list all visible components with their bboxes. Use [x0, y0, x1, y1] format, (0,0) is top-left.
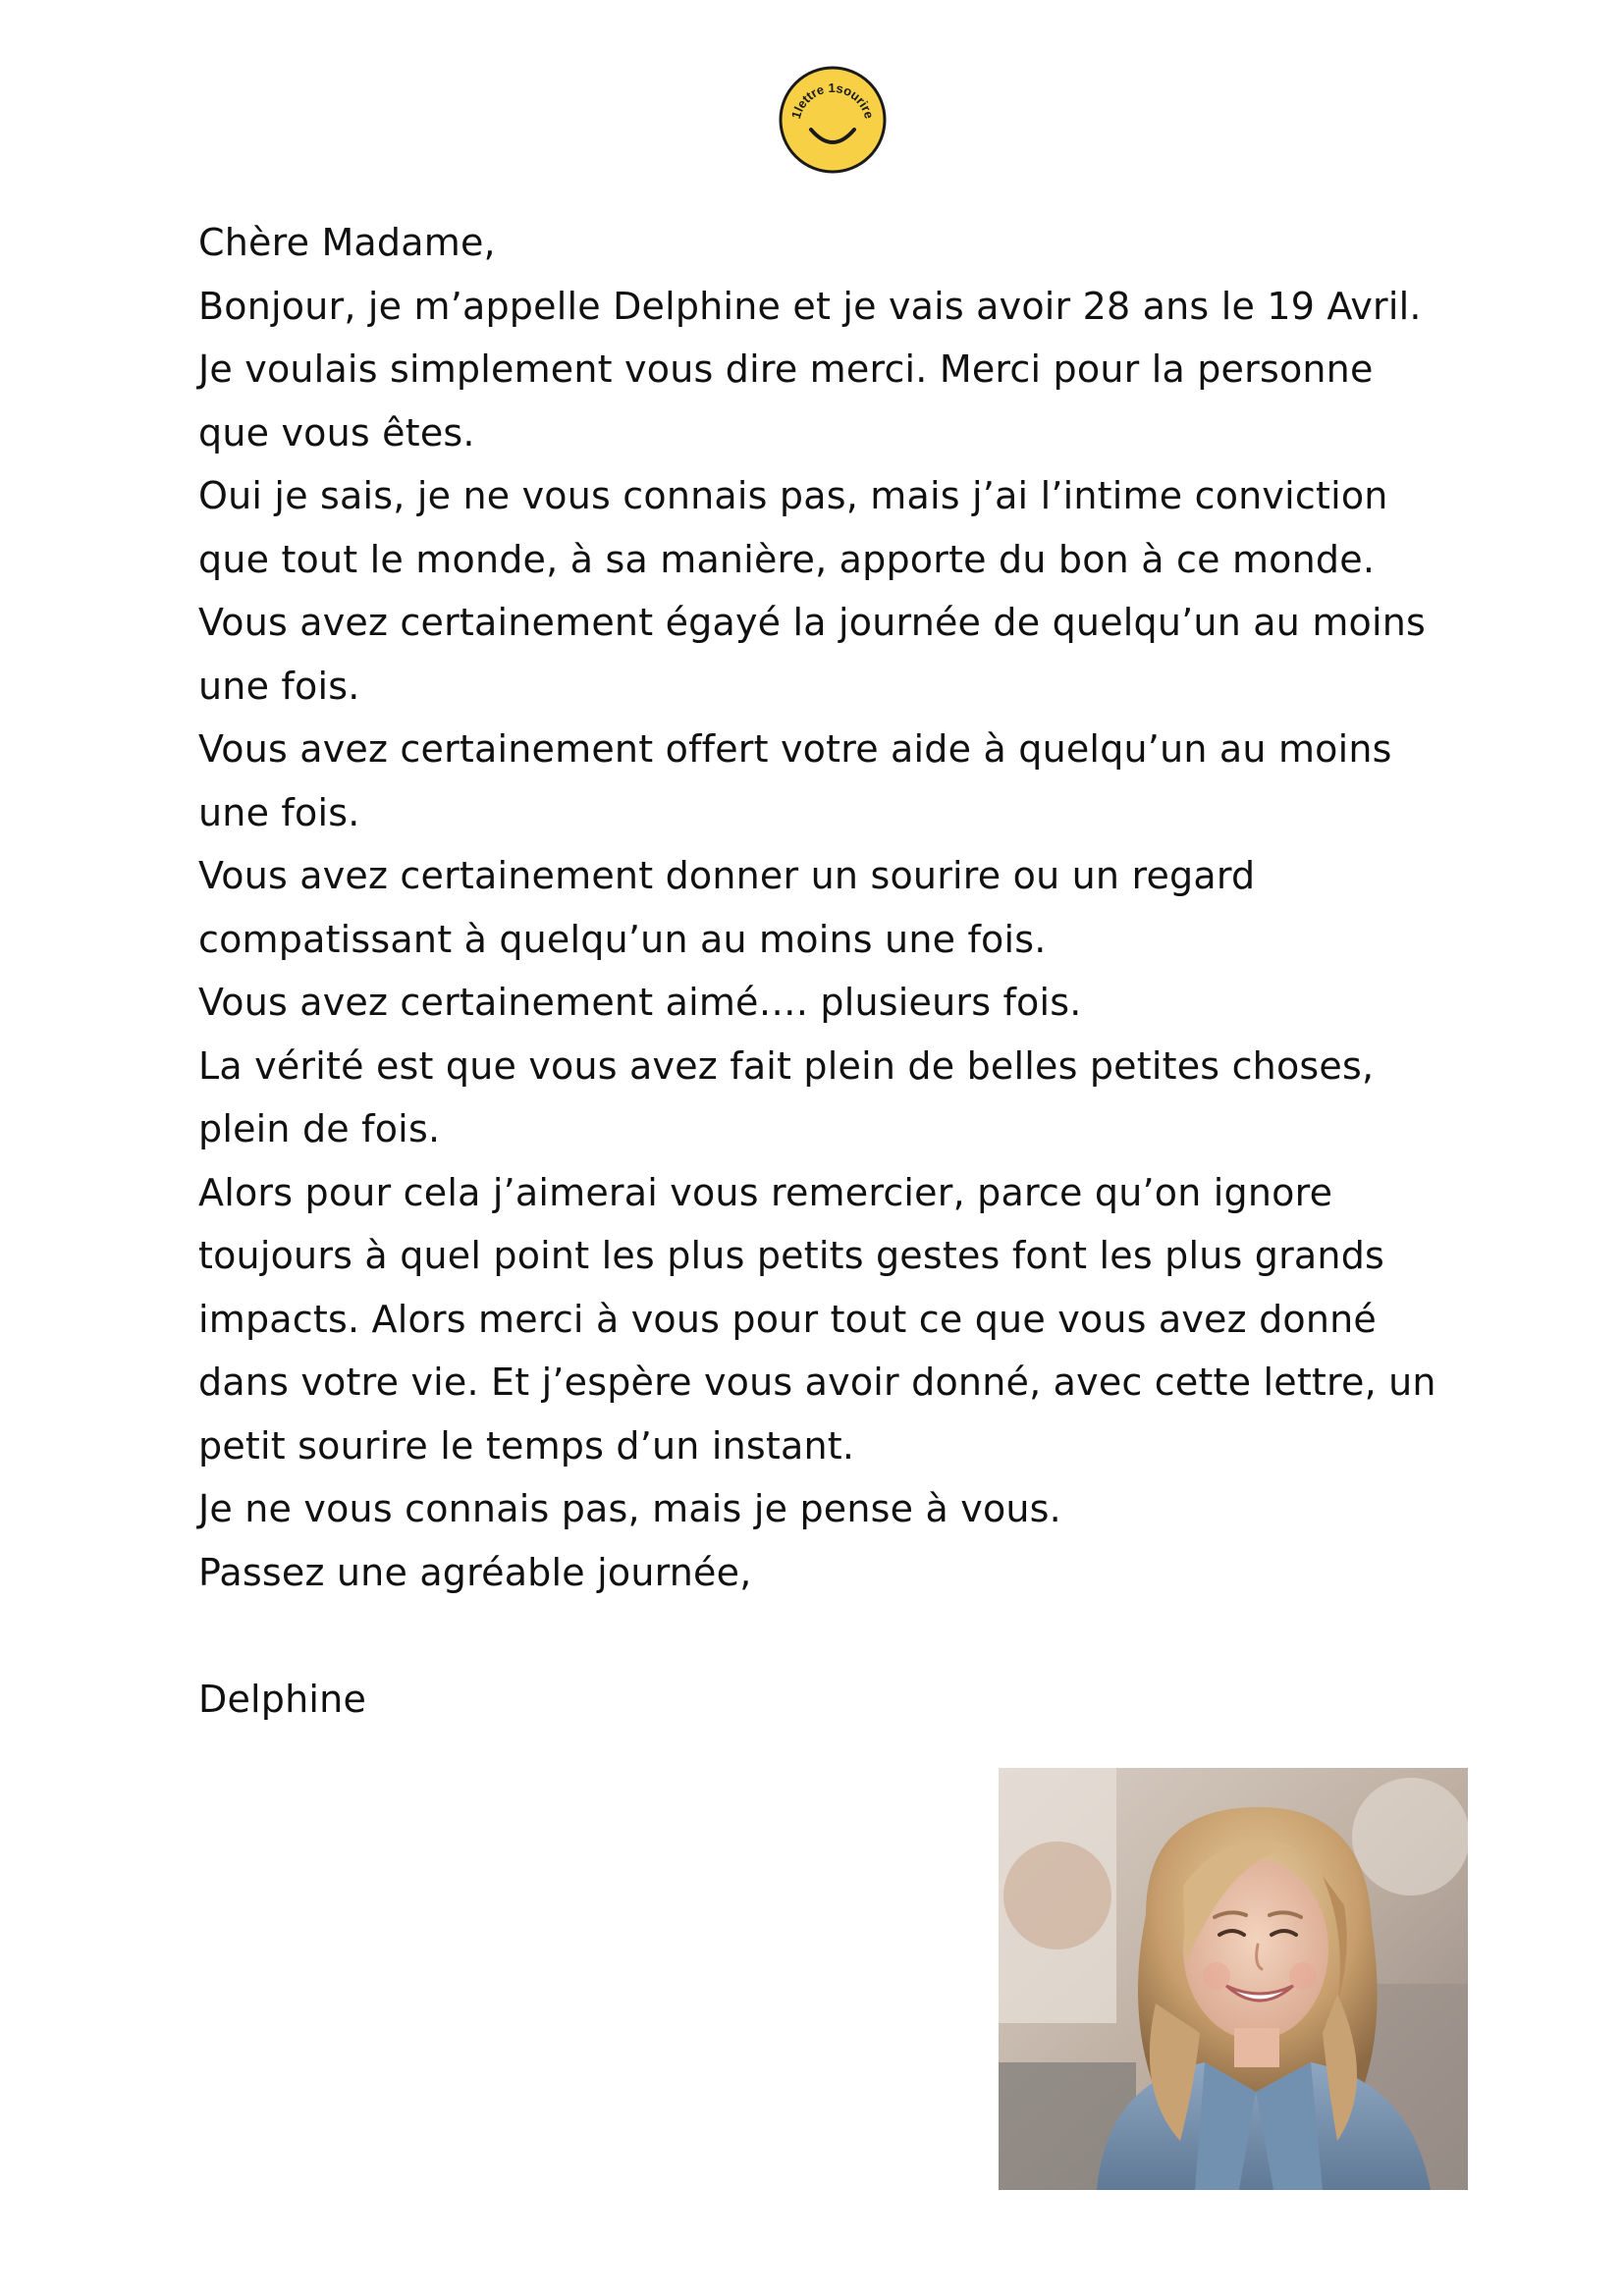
blank-line: [198, 1604, 1475, 1668]
letter-line: impacts. Alors merci à vous pour tout ce que vous avez donné: [198, 1297, 1377, 1341]
letter-line: compatissant à quelqu’un au moins une fois.: [198, 917, 1047, 961]
letter-line: Je voulais simplement vous dire merci. Merci pour la personne: [198, 347, 1374, 391]
letter-line: Bonjour, je m’appelle Delphine et je vais avoir 28 ans le 19 Avril.: [198, 284, 1422, 328]
letter-line: Vous avez certainement aimé…. plusieurs fois.: [198, 981, 1082, 1024]
letter-line: que tout le monde, à sa manière, apporte du bon à ce monde.: [198, 537, 1376, 581]
letter-line: petit sourire le temps d’un instant.: [198, 1423, 855, 1468]
smiley-icon: [778, 65, 888, 175]
logo-smiley-icon: [778, 65, 888, 175]
portrait-photo: [999, 1768, 1468, 2190]
letter-line: toujours à quel point les plus petits gestes font les plus grands: [198, 1234, 1385, 1277]
letter-line: Passez une agréable journée,: [198, 1550, 752, 1594]
letter-line: La vérité est que vous avez fait plein de belles petites choses,: [198, 1043, 1375, 1088]
letter-body: [198, 211, 1475, 1731]
letter-line: Chère Madame,: [198, 221, 496, 264]
letter-line: Vous avez certainement égayé la journée de quelqu’un au moins: [198, 601, 1427, 644]
letter-line: Vous avez certainement offert votre aide à quelqu’un au moins: [198, 727, 1392, 771]
signature: Delphine: [198, 1677, 367, 1721]
portrait-illustration: [999, 1768, 1468, 2190]
logo-text: 1lettre 1sourire: [787, 80, 878, 121]
letter-line: Je ne vous connais pas, mais je pense à vous.: [198, 1487, 1061, 1530]
letter-line: une fois.: [198, 790, 360, 834]
letter-line: Oui je sais, je ne vous connais pas, mais j’ai l’intime conviction: [198, 474, 1388, 517]
letter-line: Vous avez certainement donner un sourire ou un regard: [198, 854, 1256, 897]
letter-line: plein de fois.: [198, 1107, 441, 1150]
letter-line: une fois.: [198, 664, 360, 708]
letter-line: dans votre vie. Et j’espère vous avoir donné, avec cette lettre, un: [198, 1361, 1436, 1404]
letter-line: que vous êtes.: [198, 410, 475, 454]
letter-line: Alors pour cela j’aimerai vous remercier, parce qu’on ignore: [198, 1170, 1333, 1214]
